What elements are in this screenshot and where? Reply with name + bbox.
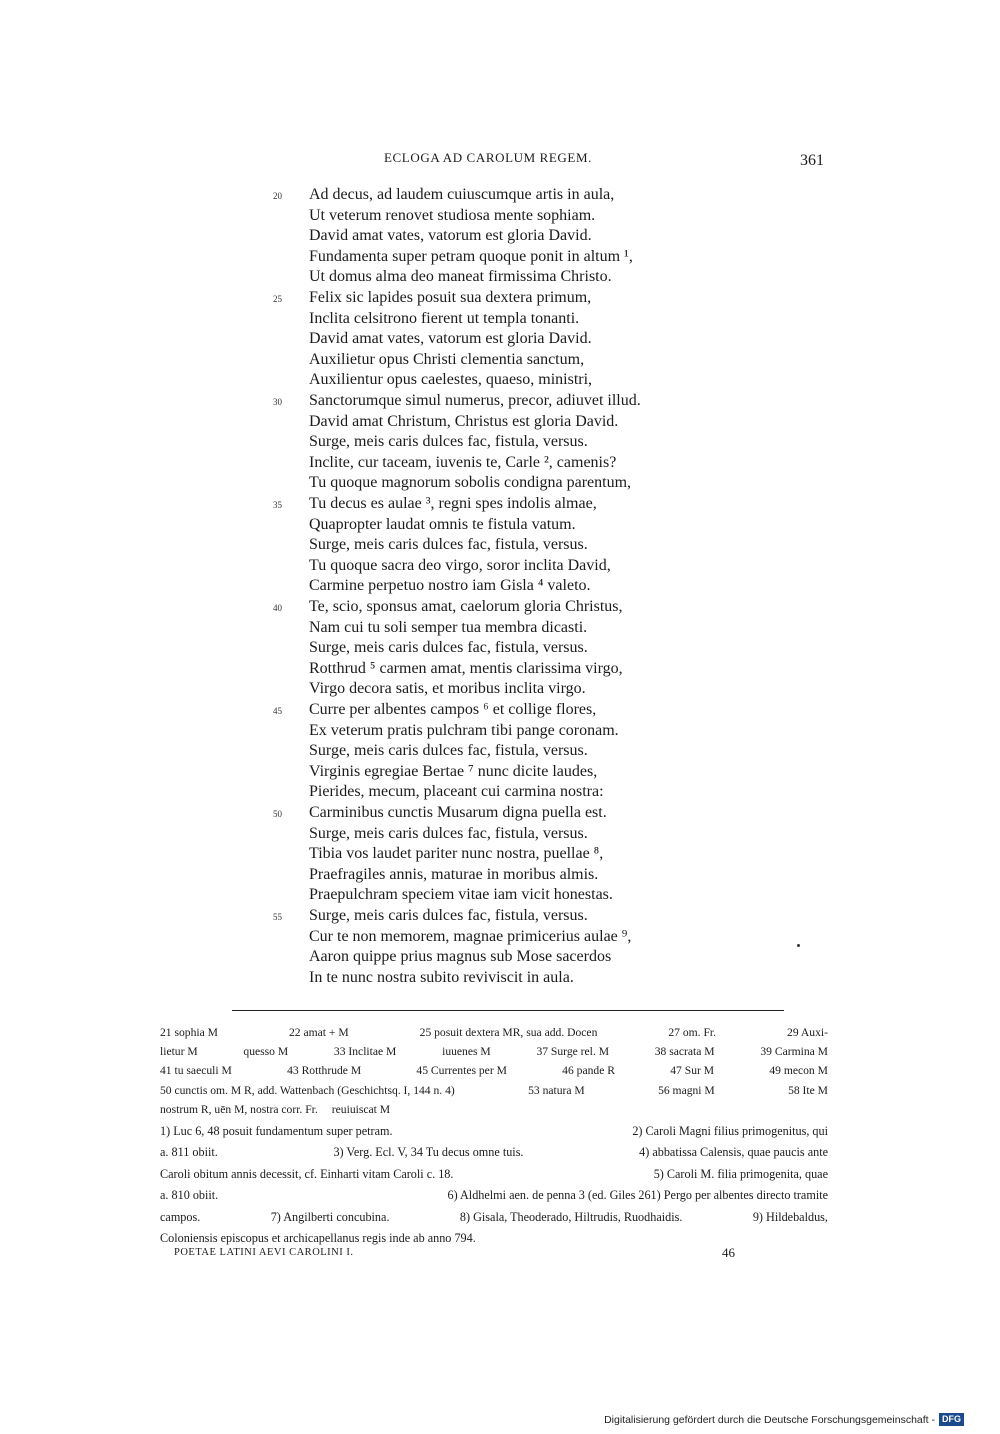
verse-line: Surge, meis caris dulces fac, fistula, versus. [309,639,588,657]
verse-line: Fundamenta super petram quoque ponit in altum ¹, [309,247,633,265]
footnote-row [160,1185,828,1206]
apparatus-entry: 33 Inclitae M [333,1045,397,1059]
apparatus-entry: lietur M [160,1045,198,1059]
running-title: ECLOGA AD CAROLUM REGEM. [384,150,592,165]
footnote-entry: Coloniensis episcopus et archicapellanus regis inde ab anno 794. [160,1231,476,1246]
apparatus-entry: quesso M [243,1045,289,1059]
verse-line: Rotthrud ⁵ carmen amat, mentis clarissima virgo, [309,659,623,677]
verse-number: 55 [273,912,282,922]
verse-line: Felix sic lapides posuit sua dextera primum, [309,289,592,306]
verse-line: Tu quoque magnorum sobolis condigna parentum, [309,474,632,492]
verse-line: Curre per albentes campos ⁶ et collige flores, [309,701,597,718]
verse-number: 35 [273,500,282,510]
verse-line: David amat vates, vatorum est gloria David. [309,227,592,245]
apparatus-entry: 58 Ite M [788,1083,828,1097]
verse-line: Surge, meis caris dulces fac, fistula, versus. [309,433,588,451]
apparatus-row [160,1042,828,1061]
page-number: 361 [800,152,824,169]
verse-line: Ut veterum renovet studiosa mente sophiam. [309,206,596,224]
footnote-entry: 1) Luc 6, 48 posuit fundamentum super petram. [160,1124,393,1138]
verse-number: 50 [273,809,282,819]
footnote-row [160,1121,828,1142]
footnote-entry: 6) Aldhelmi aen. de penna 3 (ed. Giles 261) Pergo per albentes directo tramite [447,1188,828,1203]
apparatus-row [160,1100,828,1119]
footnote-entry: 5) Caroli M. filia primogenita, quae [653,1166,828,1181]
apparatus-entry: 50 cunctis om. M R, add. Wattenbach (Geschichtsq. I, 144 n. 4) [160,1083,455,1097]
verse-line: Virginis egregiae Bertae ⁷ nunc dicite laudes, [309,762,598,780]
verse-number: 40 [273,603,282,613]
apparatus-entry: 38 sacrata M [654,1045,715,1059]
dfg-logo-icon: DFG [939,1413,964,1426]
verse-line: Auxilietur opus Christi clementia sanctum, [309,350,585,368]
apparatus-entry: 47 Sur M [670,1064,715,1078]
critical-apparatus [160,1023,828,1119]
apparatus-row [160,1081,828,1100]
verse-line: Inclita celsitrono fierent ut templa tonanti. [309,309,580,327]
footnote-entry: 8) Gisala, Theoderado, Hiltrudis, Ruodhaidis. [459,1209,683,1224]
apparatus-entry: 49 mecon M [769,1064,828,1078]
footnote-entry: 7) Angilberti concubina. [270,1209,390,1224]
verse-line: Carmine perpetuo nostro iam Gisla ⁴ valeto. [309,577,591,595]
verse-number: 20 [273,191,282,201]
apparatus-rule [232,1010,784,1011]
apparatus-row [160,1061,828,1080]
footnote-entry: a. 811 obiit. [160,1145,218,1160]
verse-line: Ad decus, ad laudem cuiuscumque artis in aula, [309,186,615,203]
verse-line: Surge, meis caris dulces fac, fistula, versus. [309,742,588,760]
footnote-entry: Caroli obitum annis decessit, cf. Einharti vitam Caroli c. 18. [160,1166,454,1181]
apparatus-entry: 37 Surge rel. M [536,1045,610,1059]
apparatus-entry: 21 sophia M [160,1026,218,1039]
verse-line: Praefragiles annis, maturae in moribus almis. [309,865,599,883]
footnote-row [160,1142,828,1163]
footnote-entry: 4) abbatissa Calensis, quae paucis ante [639,1145,828,1160]
verse-number: 30 [273,397,282,407]
verse-line: Ex veterum pratis pulchram tibi pange coronam. [309,721,619,739]
apparatus-entry: 25 posuit dextera MR, sua add. Docen [419,1026,598,1039]
footnote-entry: 9) Hildebaldus, [752,1209,828,1224]
verse-line: David amat vates, vatorum est gloria David. [309,330,592,348]
footnotes [160,1121,828,1249]
apparatus-entry: 45 Currentes per M [416,1064,507,1078]
verse-line: David amat Christum, Christus est gloria David. [309,412,619,430]
apparatus-entry: 22 amat + M [288,1026,349,1039]
verse-line: Praepulchram speciem vitae iam vicit honestas. [309,886,613,904]
apparatus-entry: 27 om. Fr. [668,1026,717,1039]
footnote-entry: 2) Caroli Magni filius primogenitus, qui [632,1124,828,1138]
apparatus-entry: 56 magni M [658,1083,715,1097]
apparatus-row [160,1023,828,1042]
verse-line: Tibia vos laudet pariter nunc nostra, puellae ⁸, [309,845,604,863]
apparatus-entry: 41 tu saeculi M [160,1064,232,1078]
verse-line: Te, scio, sponsus amat, caelorum gloria Christus, [309,598,623,615]
verse-line: Auxilientur opus caelestes, quaeso, ministri, [309,371,593,389]
apparatus-entry: 46 pande R [562,1064,615,1078]
verse-line: Inclite, cur taceam, iuvenis te, Carle ², camenis? [309,453,617,471]
footnote-row [160,1207,828,1228]
verse-line: In te nunc nostra subito reviviscit in aula. [309,968,574,986]
footnote-entry: a. 810 obiit. [160,1188,219,1203]
apparatus-entry: iuuenes M [442,1045,491,1059]
digitization-credit [604,1413,964,1426]
apparatus-entry: 43 Rotthrude M [287,1064,362,1078]
print-speck [797,944,800,947]
verse-line: Quapropter laudat omnis te fistula vatum. [309,515,576,533]
apparatus-entry: reuiuiscat M [331,1102,391,1116]
verse-line: Sanctorumque simul numerus, precor, adiuvet illud. [309,392,641,409]
verse-line: Aaron quippe prius magnus sub Mose sacerdos [309,948,612,966]
sheet-number: 46 [722,1245,735,1260]
verse-line: Tu decus es aulae ³, regni spes indolis almae, [309,495,597,512]
footnote-entry: 3) Verg. Ecl. V, 34 Tu decus omne tuis. [333,1145,524,1160]
credit-text: Digitalisierung gefördert durch die Deutsche Forschungsgemeinschaft - [604,1413,935,1426]
verse-line: Cur te non memorem, magnae primicerius aulae ⁹, [309,927,632,945]
verse-line: Ut domus alma deo maneat firmissima Christo. [309,268,612,286]
verse-line: Surge, meis caris dulces fac, fistula, versus. [309,907,588,924]
apparatus-entry: nostrum R, uēn M, nostra corr. Fr. [160,1102,318,1116]
verse-line: Tu quoque sacra deo virgo, soror inclita David, [309,556,611,574]
verse-line: Surge, meis caris dulces fac, fistula, versus. [309,824,588,842]
verse-line: Virgo decora satis, et moribus inclita virgo. [309,680,586,698]
page-header [0,150,1000,172]
verse-line: Pierides, mecum, placeant cui carmina nostra: [309,783,604,801]
footnote-entry: campos. [160,1209,201,1224]
apparatus-entry: 39 Carmina M [760,1045,828,1059]
verse-line: Surge, meis caris dulces fac, fistula, versus. [309,536,588,554]
verse-number: 25 [273,294,282,304]
verse-line: Nam cui tu soli semper tua membra dicasti. [309,618,588,636]
verse-line: Carminibus cunctis Musarum digna puella est. [309,804,607,821]
sheet-signature: POETAE LATINI AEVI CAROLINI I. [174,1247,354,1258]
verse-number: 45 [273,706,282,716]
footnote-row [160,1164,828,1185]
apparatus-entry: 29 Auxi- [787,1026,828,1039]
apparatus-entry: 53 natura M [528,1083,585,1097]
